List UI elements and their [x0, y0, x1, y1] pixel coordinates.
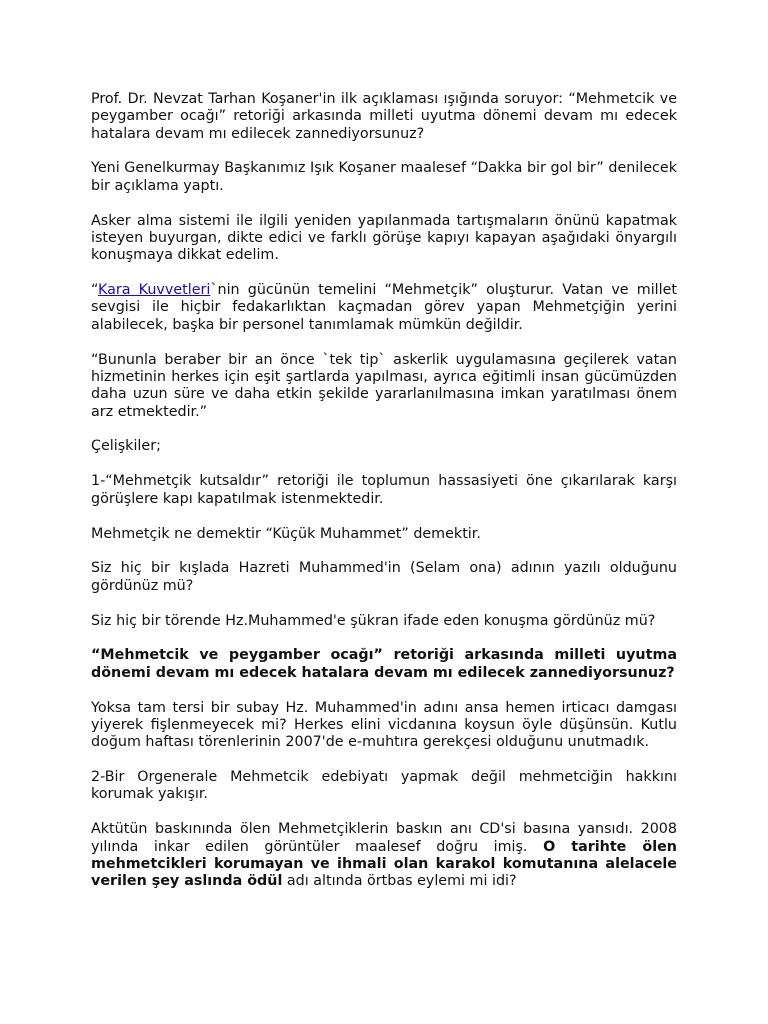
aktutun-bold-text: O tarihte ölen mehmetcikleri korumayan ve ihmali olan karakol komutanına alelacele verilen şey aslında ödül: [91, 838, 677, 890]
paragraph-meaning: Mehmetçik ne demektir “Küçük Muhammet” demektir.: [91, 525, 481, 542]
quote-1-text: `nin gücünün temelini “Mehmetçik” oluşturur. Vatan ve millet sevgisi ile hiçbir fedakarlıktan kaçmadan görev yapan Mehmetçiğin yerini alabilecek, başka bir personel tanımlamak mümkün değildir.: [91, 282, 678, 333]
paragraph-bold-question: “Mehmetcik ve peygamber ocağı” retoriği arkasında milleti uyutma dönemi devam mı edecek hatalara devam mı edilecek zannediyorsunuz?: [91, 647, 677, 681]
paragraph-quote-2: “Bununla beraber bir an önce `tek tip` askerlik uygulamasına geçilerek vatan hizmetinin herkes için eşit şartlarda yapılması, ayrıca eğitimli insan gücümüzden daha uzun süre ve daha etkin şekilde yararlanılmasına imkan yaratılması önem arz etmektedir.”: [91, 351, 677, 420]
paragraph-aktutun: [91, 821, 677, 890]
paragraph-point-2: 2-Bir Orgenerale Mehmetcik edebiyatı yapmak değil mehmetciğin hakkını korumak yakışır.: [91, 769, 677, 803]
aktutun-plain-text: Aktütün baskınında ölen Mehmetçiklerin baskın anı CD'si basına yansıdı. 2008 yılında inkar edilen görüntüler maalesef doğru imiş.: [91, 821, 677, 855]
paragraph-opposite: Yoksa tam tersi bir subay Hz. Muhammed'in adını ansa hemen irticacı damgası yiyerek fişlenmeyecek mi? Herkes elini vicdanına koysun öyle düşünsün. Kutlu doğum haftası törenlerinin 2007'de e-muhtıra gerekçesi olduğunu unutmadık.: [91, 699, 677, 751]
kara-kuvvetleri-link[interactable]: Kara Kuvvetleri: [97, 282, 211, 299]
paragraph-point-1: 1-“Mehmetçik kutsaldır” retoriği ile toplumun hassasiyeti öne çıkarılarak karşı görüşlere kapı kapatılmak istenmektedir.: [91, 473, 677, 507]
paragraph-intro: Prof. Dr. Nevzat Tarhan Koşaner'in ilk açıklaması ışığında soruyor: “Mehmetcik ve peygamber ocağı” retoriği arkasında milleti uyutma dönemi devam mı edecek hatalara devam mı edilecek zannediyorsunuz?: [91, 91, 677, 142]
paragraph-quote-1: [91, 282, 677, 334]
paragraph-statement: Yeni Genelkurmay Başkanımız Işık Koşaner maalesef “Dakka bir gol bir” denilecek bir açıklama yaptı.: [91, 160, 677, 194]
aktutun-end-text: adı altında örtbas eylemi mi idi?: [282, 873, 517, 890]
paragraph-question-1: Siz hiç bir kışlada Hazreti Muhammed'in (Selam ona) adının yazılı olduğunu gördünüz mü?: [91, 560, 677, 594]
paragraph-warning: Asker alma sistemi ile ilgili yeniden yapılanmada tartışmaların önünü kapatmak isteyen buyurgan, dikte edici ve farklı görüşe kapıyı kapayan aşağıdaki önyargılı konuşmaya dikkat edelim.: [91, 212, 677, 264]
open-quote: “: [91, 282, 98, 299]
paragraph-contradictions-label: Çelişkiler;: [91, 438, 161, 455]
document-page: [91, 91, 677, 908]
paragraph-question-2: Siz hiç bir törende Hz.Muhammed'e şükran ifade eden konuşma gördünüz mü?: [91, 612, 656, 629]
